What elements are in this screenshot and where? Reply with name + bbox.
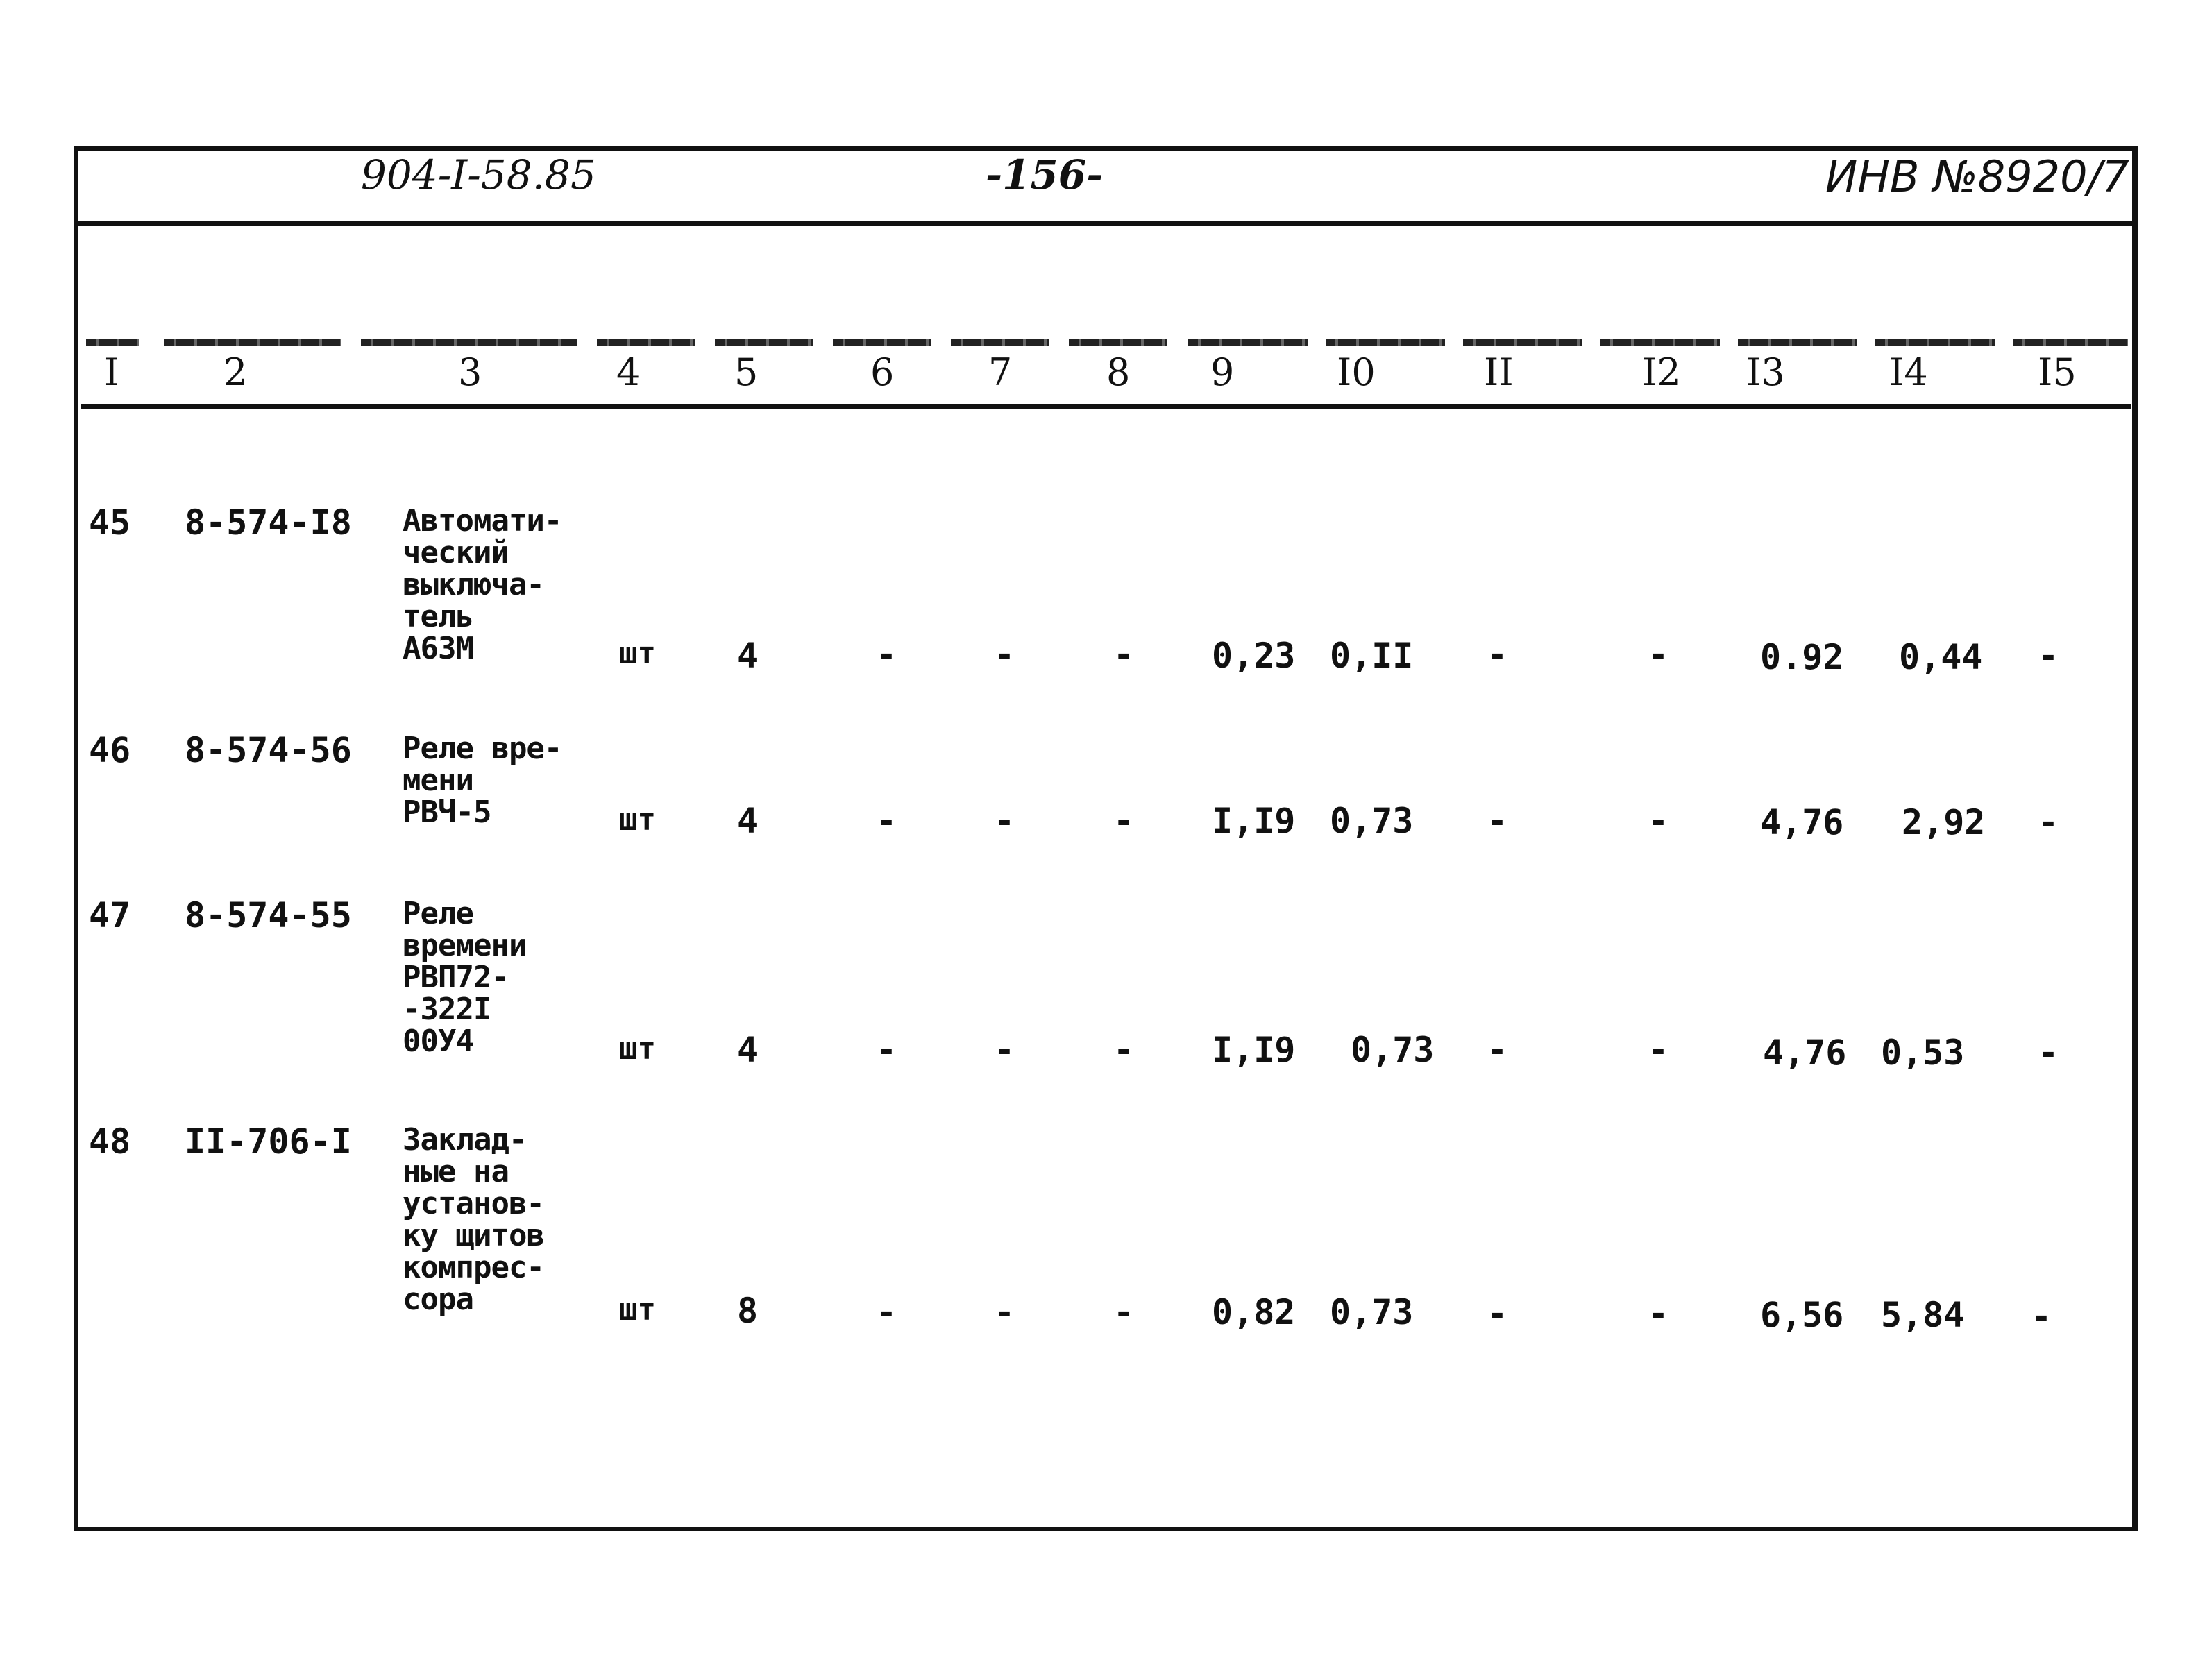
column-dash — [86, 339, 139, 346]
row-col6: - — [876, 801, 897, 841]
row-col13: 0.92 — [1760, 637, 1844, 677]
column-number: I3 — [1746, 350, 1785, 394]
row-reference: 8-574-56 — [185, 730, 352, 770]
row-col15: - — [2038, 636, 2059, 676]
row-col13: 4,76 — [1760, 802, 1844, 842]
row-reference: 8-574-I8 — [185, 502, 352, 543]
column-number: I2 — [1642, 350, 1681, 394]
column-number-divider — [81, 404, 2131, 409]
column-dash — [715, 339, 813, 346]
column-number: 3 — [458, 350, 482, 394]
document-code: 904-I-58.85 — [361, 151, 596, 198]
row-quantity: 4 — [737, 801, 759, 841]
column-number: 2 — [223, 350, 248, 394]
column-dash — [1188, 339, 1308, 346]
row-unit: шт — [619, 1292, 656, 1327]
row-col10: 0,73 — [1330, 801, 1414, 841]
row-col7: - — [994, 801, 1015, 841]
row-col15: - — [2031, 1296, 2052, 1337]
column-dash — [1875, 339, 1995, 346]
row-col9: I,I9 — [1212, 801, 1296, 841]
column-dash — [1069, 339, 1167, 346]
column-number: 5 — [734, 350, 759, 394]
row-col10: 0,73 — [1351, 1030, 1435, 1070]
column-number: II — [1484, 350, 1514, 394]
row-col13: 4,76 — [1763, 1033, 1847, 1073]
row-col12: - — [1648, 634, 1669, 674]
row-col10: 0,II — [1330, 636, 1414, 676]
column-number: 9 — [1210, 350, 1235, 394]
column-number: 4 — [616, 350, 641, 394]
row-col6: - — [876, 1030, 897, 1070]
column-dash — [361, 339, 577, 346]
row-col13: 6,56 — [1760, 1295, 1844, 1335]
row-col10: 0,73 — [1330, 1292, 1414, 1332]
row-col7: - — [994, 1292, 1015, 1332]
row-item-name: Заклад- ные на установ- ку щитов компрес- сора — [403, 1122, 544, 1317]
row-quantity: 8 — [737, 1291, 759, 1331]
column-number: 7 — [988, 350, 1013, 394]
row-col11: - — [1487, 1293, 1508, 1334]
column-dash — [1738, 339, 1857, 346]
page-number: -156- — [986, 151, 1104, 198]
column-dash — [951, 339, 1049, 346]
inventory-number: ИНВ №8920/7 — [1825, 151, 2129, 202]
column-dash — [597, 339, 695, 346]
row-col8: - — [1113, 1292, 1135, 1332]
column-number: I5 — [2038, 350, 2077, 394]
column-dash — [1463, 339, 1582, 346]
row-unit: шт — [619, 1031, 656, 1067]
column-dash — [2013, 339, 2128, 346]
row-number: 45 — [89, 502, 131, 543]
row-col14: 5,84 — [1881, 1295, 1965, 1335]
row-col12: - — [1648, 1030, 1669, 1070]
row-col11: - — [1487, 634, 1508, 674]
column-dash — [164, 339, 341, 346]
header-divider — [76, 221, 2136, 226]
row-col9: 0,82 — [1212, 1292, 1296, 1332]
row-number: 46 — [89, 730, 131, 770]
row-unit: шт — [619, 636, 656, 671]
row-number: 47 — [89, 895, 131, 935]
column-number: I — [104, 350, 119, 394]
column-number: I0 — [1337, 350, 1376, 394]
row-quantity: 4 — [737, 636, 759, 676]
row-col8: - — [1113, 1030, 1135, 1070]
row-col11: - — [1487, 1030, 1508, 1070]
row-col11: - — [1487, 801, 1508, 841]
row-col7: - — [994, 634, 1015, 674]
column-number: 6 — [870, 350, 895, 394]
row-item-name: Реле вре- мени РВЧ-5 — [403, 731, 562, 830]
row-col8: - — [1113, 801, 1135, 841]
row-unit: шт — [619, 802, 656, 838]
row-col6: - — [876, 1292, 897, 1332]
row-quantity: 4 — [737, 1030, 759, 1070]
row-col6: - — [876, 634, 897, 674]
row-col9: 0,23 — [1212, 636, 1296, 676]
row-reference: 8-574-55 — [185, 895, 352, 935]
row-number: 48 — [89, 1121, 131, 1162]
row-col14: 2,92 — [1902, 802, 1986, 842]
row-col14: 0,44 — [1899, 637, 1983, 677]
row-col12: - — [1648, 1293, 1669, 1334]
column-number: I4 — [1889, 350, 1928, 394]
row-col14: 0,53 — [1881, 1033, 1965, 1073]
row-col7: - — [994, 1030, 1015, 1070]
column-dash — [833, 339, 931, 346]
column-number: 8 — [1106, 350, 1131, 394]
row-item-name: Автомати- ческий выключа- тель А63М — [403, 503, 562, 666]
row-item-name: Реле времени РВП72- -322I 00У4 — [403, 896, 527, 1059]
row-col12: - — [1648, 801, 1669, 841]
row-reference: II-706-I — [185, 1121, 352, 1162]
row-col15: - — [2038, 802, 2059, 842]
column-dash — [1326, 339, 1445, 346]
column-dash — [1600, 339, 1720, 346]
row-col8: - — [1113, 634, 1135, 674]
row-col15: - — [2038, 1033, 2059, 1073]
row-col9: I,I9 — [1212, 1030, 1296, 1070]
